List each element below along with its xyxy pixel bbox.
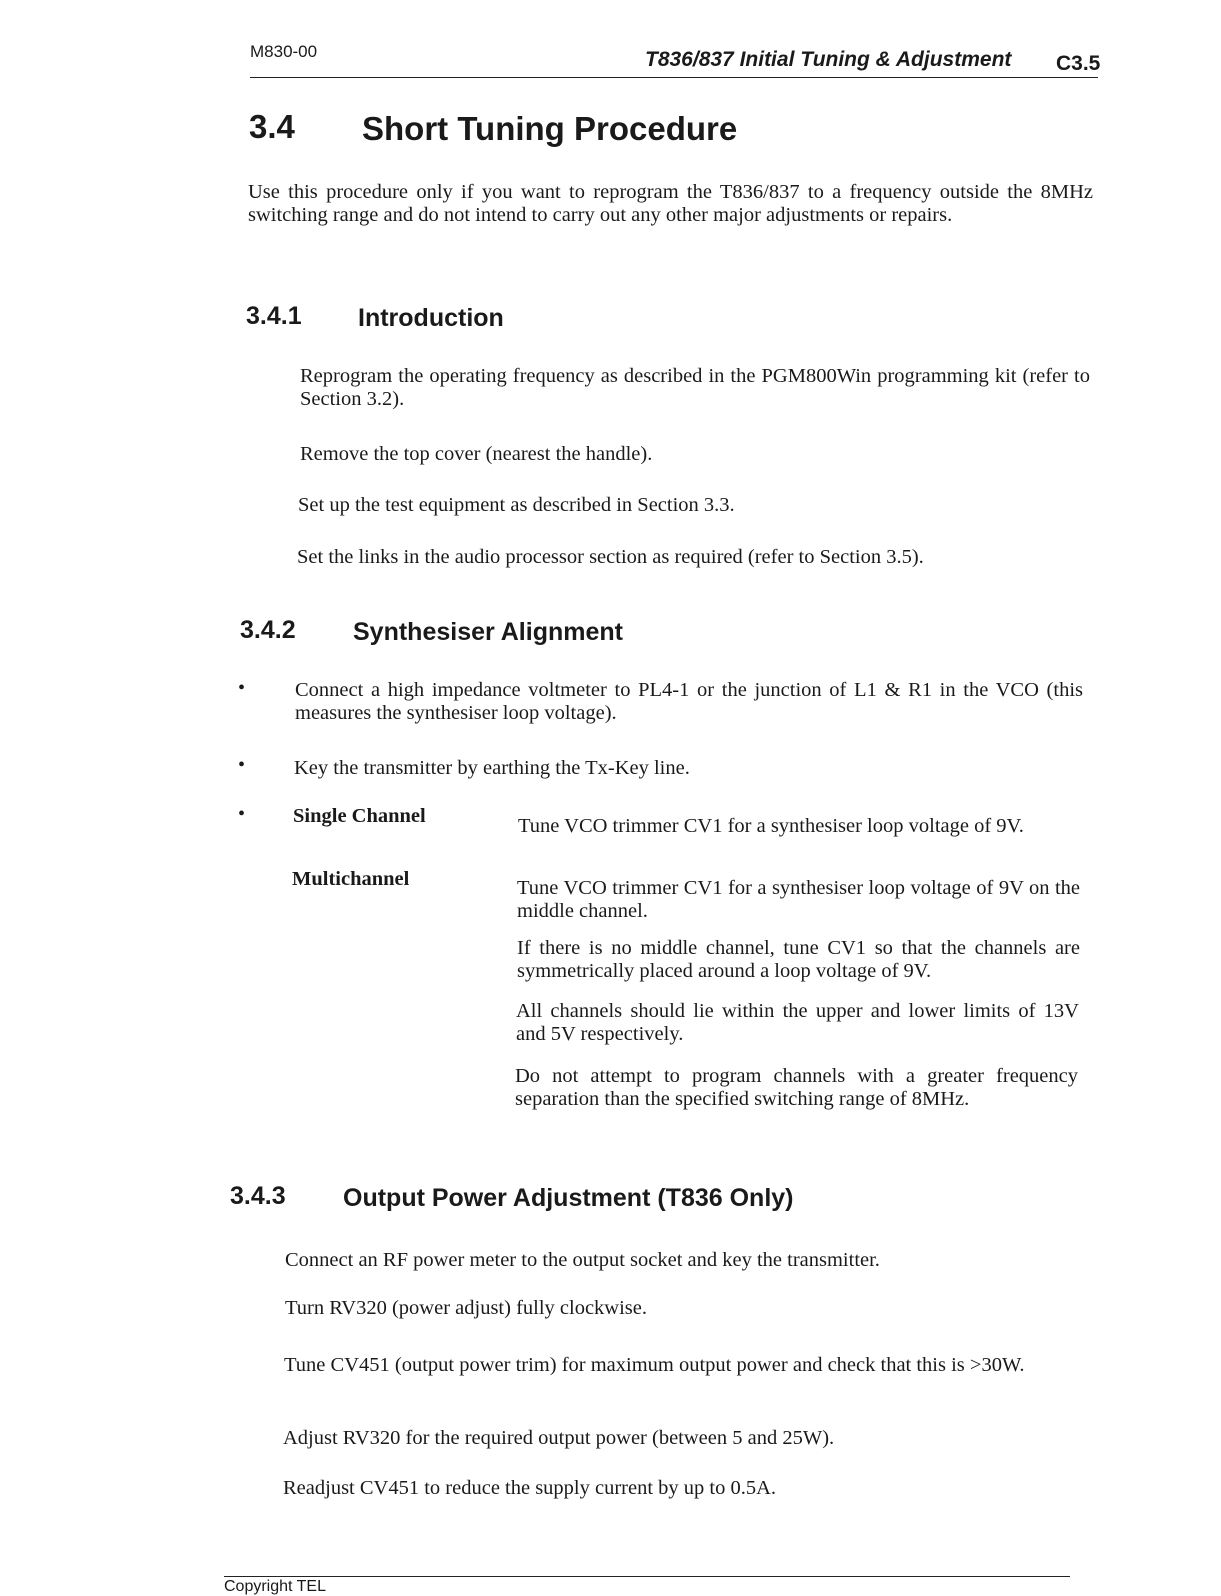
paragraph: Adjust RV320 for the required output power (between 5 and 25W). <box>283 1427 835 1449</box>
page-number: C3.5 <box>1056 52 1101 75</box>
subsection-title: Introduction <box>358 304 504 332</box>
single-channel-label: Single Channel <box>293 805 426 827</box>
multichannel-label: Multichannel <box>292 868 410 890</box>
multichannel-text: Do not attempt to program channels with a greater frequency separation than the specified switching range of 8MHz. <box>515 1065 1078 1110</box>
section-number: 3.4 <box>249 108 295 145</box>
document-code: M830-00 <box>250 42 318 61</box>
paragraph: Remove the top cover (nearest the handle). <box>300 443 653 465</box>
header-rule <box>250 77 1098 78</box>
subsection-number: 3.4.1 <box>246 302 302 330</box>
copyright-notice: Copyright TEL <box>224 1578 326 1595</box>
multichannel-text: All channels should lie within the upper and lower limits of 13V and 5V respectively. <box>516 1000 1079 1045</box>
single-channel-text: Tune VCO trimmer CV1 for a synthesiser loop voltage of 9V. <box>518 815 1024 837</box>
chapter-title: T836/837 Initial Tuning & Adjustment <box>645 48 1012 71</box>
paragraph: Reprogram the operating frequency as described in the PGM800Win programming kit (refer to Section 3.2). <box>300 365 1090 410</box>
multichannel-text: Tune VCO trimmer CV1 for a synthesiser loop voltage of 9V on the middle channel. <box>517 877 1080 922</box>
bullet-icon: • <box>238 803 246 825</box>
paragraph: Set up the test equipment as described in Section 3.3. <box>298 494 735 516</box>
section-title: Short Tuning Procedure <box>362 110 738 147</box>
subsection-number: 3.4.3 <box>230 1182 286 1210</box>
paragraph: Readjust CV451 to reduce the supply current by up to 0.5A. <box>283 1477 777 1499</box>
paragraph: Set the links in the audio processor section as required (refer to Section 3.5). <box>297 546 924 568</box>
footer-rule <box>224 1576 1070 1577</box>
bullet-text: Key the transmitter by earthing the Tx-Key line. <box>294 757 690 779</box>
section-intro: Use this procedure only if you want to reprogram the T836/837 to a frequency outside the 8MHz switching range and do not intend to carry out any other major adjustments or repairs. <box>248 181 1093 226</box>
bullet-icon: • <box>238 754 246 776</box>
paragraph: Connect an RF power meter to the output socket and key the transmitter. <box>285 1249 880 1271</box>
bullet-icon: • <box>238 677 246 699</box>
subsection-title: Synthesiser Alignment <box>353 618 623 646</box>
paragraph: Tune CV451 (output power trim) for maximum output power and check that this is >30W. <box>284 1354 1025 1376</box>
paragraph: Turn RV320 (power adjust) fully clockwise. <box>285 1297 648 1319</box>
multichannel-text: If there is no middle channel, tune CV1 so that the channels are symmetrically placed around a loop voltage of 9V. <box>517 937 1080 982</box>
bullet-text: Connect a high impedance voltmeter to PL4-1 or the junction of L1 & R1 in the VCO (this measures the synthesiser loop voltage). <box>295 679 1083 724</box>
subsection-title: Output Power Adjustment (T836 Only) <box>343 1184 794 1212</box>
subsection-number: 3.4.2 <box>240 616 296 644</box>
